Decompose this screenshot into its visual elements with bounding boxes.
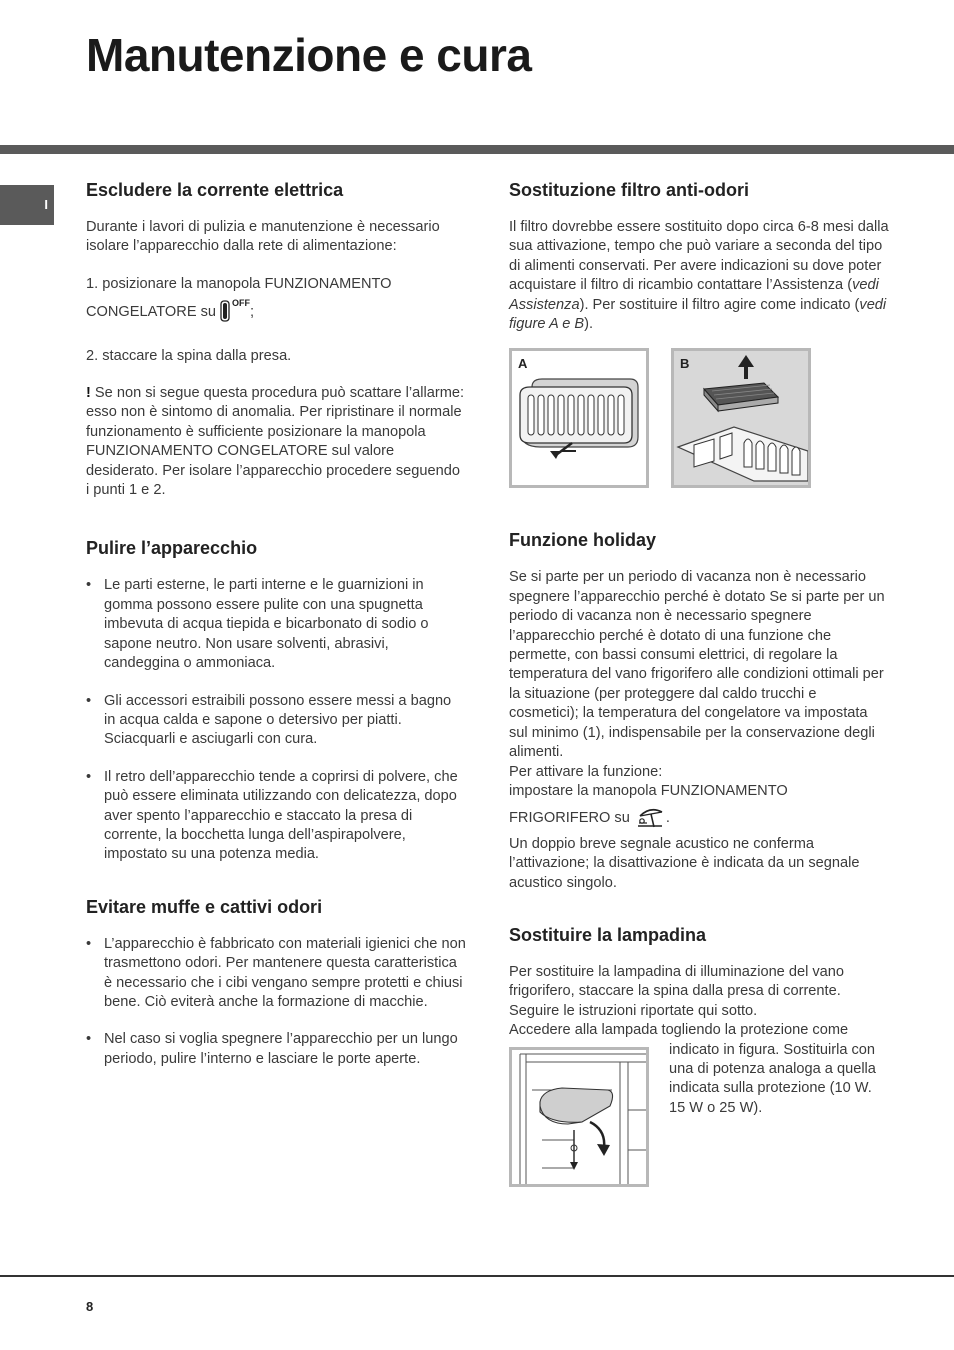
section-title: Evitare muffe e cattivi odori: [86, 896, 323, 917]
power-step-2: 2. staccare la spina dalla presa.: [86, 347, 292, 364]
language-tab: I: [0, 185, 54, 225]
section-power: [86, 178, 466, 500]
figure-label: B: [680, 356, 690, 372]
right-column: [509, 178, 889, 1118]
lamp-text-2: Accedere alla lampada togliendo la protezione come: [509, 1022, 849, 1039]
knob-off-icon: [220, 300, 230, 328]
filter-cover-illustration: [512, 351, 646, 485]
power-warning: ! Se non si segue questa procedura può scattare l’allarme: esso non è sintomo di anomalia. Per ripristinare il normale funzionamento è sufficiente posizionare la manopola FUNZIONAMENTO CONGELATORE sul valore desiderato. Per isolare l’apparecchio procedere seguendo i punti 1 e 2.: [86, 385, 465, 499]
list-item: • L’apparecchio è fabbricato con materiali igienici che non trasmettono odori. Per mantenere questa caratteristica è necessario che i cibi vengano sempre protetti e chiusi bene. Ciò eviterà anche la formazione di macchie.: [86, 935, 466, 1013]
section-title: Sostituire la lampadina: [509, 924, 707, 945]
lamp-text-1: Per sostituire la lampadina di illuminazione del vano frigorifero, staccare la spina dalla presa di corrente. Seguire le istruzioni riportate qui sotto.: [509, 963, 845, 1019]
filter-text: Il filtro dovrebbe essere sostituito dopo circa 6-8 mesi dalla sua attivazione, tempo che può variare a seconda del tipo di alimenti conservati. Per avere indicazioni su dove poter acquistare il filtro di ricambio contattare l’Assistenza (vedi Assistenza). Per sostituire il filtro agire come indicato (vedi figure A e B).: [509, 219, 889, 333]
left-column: [86, 178, 466, 1099]
figure-a: [509, 348, 649, 488]
section-title: Funzione holiday: [509, 530, 656, 551]
list-item: • Le parti esterne, le parti interne e le guarnizioni in gomma possono essere pulite con una spugnetta imbevuta di acqua tiepida e bicarbonato di sodio o sapone neutro. Non usare solventi, abrasivi, candeggina o ammoniaca.: [86, 576, 466, 673]
figure-label: A: [518, 356, 528, 372]
power-intro: Durante i lavori di pulizia e manutenzione è necessario isolare l’apparecchio dalla rete di alimentazione:: [86, 219, 440, 255]
section-filter: [509, 178, 889, 488]
section-title: Pulire l’apparecchio: [86, 538, 258, 559]
section-title: Sostituzione filtro anti-odori: [509, 180, 749, 200]
holiday-set-knob: impostare la manopola FUNZIONAMENTO: [509, 782, 788, 799]
section-holiday: [509, 528, 889, 893]
page-title: Manutenzione e cura: [86, 29, 532, 81]
figure-b: [671, 348, 811, 488]
beach-umbrella-icon: [636, 806, 664, 834]
section-odors: [86, 895, 466, 1069]
list-item: • Gli accessori estraibili possono essere messi a bagno in acqua calda e sapone o detersivo per piatti. Sciacquarli e asciugarli con cura.: [86, 692, 466, 750]
list-item: • Nel caso si voglia spegnere l’apparecchio per un lungo periodo, pulire l’interno e lasciare le porte aperte.: [86, 1030, 466, 1069]
page-number: 8: [86, 1299, 94, 1314]
filter-removal-illustration: [674, 351, 808, 485]
footer-rule: [0, 1275, 954, 1277]
header-rule: [0, 145, 954, 154]
odors-list: [86, 935, 466, 1069]
cleaning-list: [86, 576, 466, 864]
section-cleaning: [86, 536, 466, 864]
warning-icon: !: [86, 385, 91, 402]
holiday-confirm: Un doppio breve segnale acustico ne conferma l’attivazione; la disattivazione è indicata da un segnale acustico singolo.: [509, 835, 860, 891]
power-step-1: 1. posizionare la manopola FUNZIONAMENTO CONGELATORE $su^{OFF}$;: [86, 275, 466, 329]
holiday-activate: Per attivare la funzione:: [509, 763, 663, 780]
off-label: OFF: [232, 298, 251, 309]
lamp-text-3: indicato in figura. Sostituirla con una di potenza analoga a quella indicata sulla protezione (10 W. 15 W o 25 W).: [669, 1041, 876, 1116]
section-lamp: [509, 923, 889, 1118]
list-item: • Il retro dell’apparecchio tende a coprirsi di polvere, che può essere eliminata utilizzando con delicatezza, dopo aver spento l’apparecchio e staccato la presa di corrente, la bocchetta lunga dell’aspirapolvere, impostato su una potenza media.: [86, 768, 466, 865]
lamp-figure: [509, 1047, 649, 1187]
section-title: Escludere la corrente elettrica: [86, 180, 344, 200]
filter-figures: [509, 348, 889, 488]
holiday-text: Se si parte per un periodo di vacanza non è necessario spegnere l’apparecchio perché è dotato Se si parte per un periodo di vacanza non è necessario spegnere l’apparecchio perché è dotato di una funzione che permette, con bassi consumi elettrici, di regolare la temperatura del vano frigorifero alle condizioni ottimali per la situazione (per proteggere dal caldo trucchi e cosmetici); la temperatura del congelatore va impostata sul minimo (1), indispensabile per la conservazione degli alimenti.: [509, 569, 885, 761]
holiday-fridge-setting: FRIGORIFERO su .: [509, 806, 889, 834]
lamp-cover-illustration: [512, 1050, 646, 1184]
